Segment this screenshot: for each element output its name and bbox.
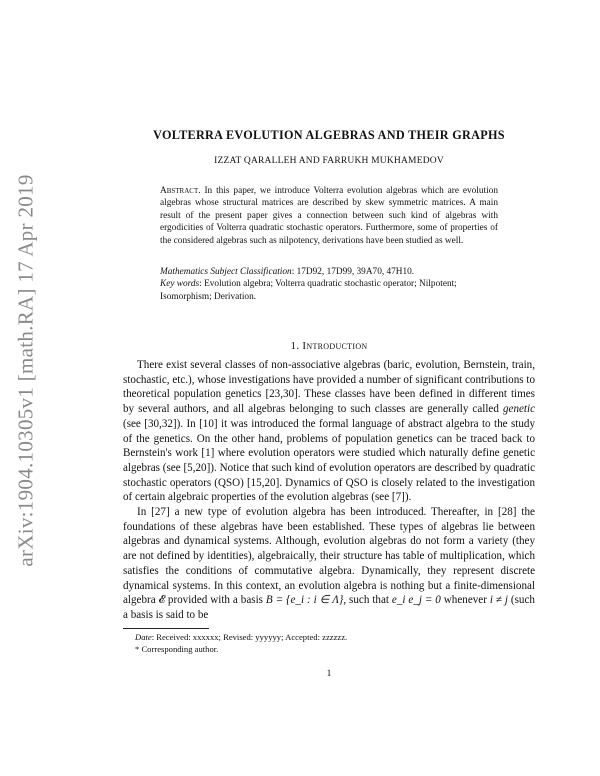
basis-formula: B = {e_i : i ∈ Λ} bbox=[265, 594, 344, 607]
msc-value: 17D92, 17D99, 39A70, 47H10. bbox=[296, 267, 415, 277]
footnotes bbox=[135, 632, 535, 655]
abstract-text: In this paper, we introduce Volterra evolution algebras which are evolution algebras whose structural matrices are described by skew symmetric matrices. A main result of the present paper gives a connection between such kind of algebras with ergodicities of Volterra quadratic stochastic operators. Furthermore, some of properties of the considered algebras such as nilpotency, derivations have been studied as well. bbox=[160, 186, 498, 246]
date-footnote: Date: Received: xxxxxx; Revised: yyyyyy; Accepted: zzzzzz. bbox=[135, 632, 348, 642]
page-number: 1 bbox=[326, 669, 332, 679]
intro-paragraph-2 bbox=[123, 505, 535, 623]
whenever-word: whenever bbox=[443, 594, 487, 607]
basis-intro: provided with a basis bbox=[167, 594, 263, 607]
intro-p2-text: In [27] a new type of evolution algebra has been introduced. Thereafter, in [28] the foundations of these algebras have been established. These types of algebras lie between algebras and dynamical systems. Although, evolution algebras do not form a variety (they are not defined by identities), algebraically, their structure has table of multiplication, which satisfies the conditions of commutative algebra. Dynamically, they represent discrete dynamical systems. In this context, an evolution algebra is nothing but a finite-dimensional algebra bbox=[123, 506, 535, 607]
intro-p2-end: (such a basis is said to be bbox=[123, 594, 535, 621]
intro-p1-part-2: (see [30,32]). In [10] it was introduced the formal language of abstract algebra to the study of the genetics. On the other hand, problems of population genetics can be traced back to Bernstein's work [1] where evolution operators were studied which naturally define genetic algebras (see [5,20]). Notice that such kind of evolution operators are described by quadratic stochastic operators (QSO) [15,20]. Dynamics of QSO is closely related to the investigation of certain algebraic properties of the evolution algebras (see [7]). bbox=[123, 417, 535, 504]
paper-title: VOLTERRA EVOLUTION ALGEBRAS AND THEIR GRAPHS bbox=[153, 128, 505, 142]
msc-line: Mathematics Subject Classification: 17D92, 17D99, 39A70, 47H10. bbox=[160, 267, 415, 277]
paper-authors: IZZAT QARALLEH AND FARRUKH MUKHAMEDOV bbox=[214, 156, 444, 166]
corresponding-footnote: * Corresponding author. bbox=[135, 643, 219, 654]
such-that: , such that bbox=[343, 594, 389, 607]
arxiv-stamp-text: arXiv:1904.10305v1 [math.RA] 17 Apr 2019 bbox=[13, 173, 38, 567]
basis-condition: e_i e_j = 0 bbox=[391, 594, 441, 607]
abstract bbox=[160, 185, 498, 247]
index-condition: i ≠ j bbox=[489, 594, 508, 607]
date-value: Received: xxxxxx; Revised: yyyyyy; Accepted: zzzzzz. bbox=[156, 632, 348, 642]
intro-paragraph-1 bbox=[123, 358, 535, 505]
intro-p1-part-1: There exist several classes of non-associative algebras (baric, evolution, Bernstein, train, stochastic, etc.), whose investigations have provided a number of significant contributions to theoretical population genetics [23,30]. These classes have been defined in different times by several authors, and all algebras belonging to such classes are generally called bbox=[123, 359, 535, 416]
keywords-label: Key words bbox=[160, 279, 200, 290]
algebra-symbol: 𝓔 bbox=[158, 594, 165, 607]
section-heading: 1. Introduction bbox=[290, 340, 368, 352]
arxiv-stamp bbox=[6, 140, 46, 600]
genetic-term: genetic bbox=[502, 403, 535, 416]
date-label: Date bbox=[135, 632, 152, 642]
abstract-label: Abstract. bbox=[160, 186, 201, 196]
keywords-line: Key words: Evolution algebra; Volterra quadratic stochastic operator; Nilpotent; Isomorphism; Derivation. bbox=[160, 279, 457, 302]
paper-metadata bbox=[160, 266, 498, 303]
section-body bbox=[123, 358, 535, 623]
footnote-rule bbox=[123, 628, 209, 629]
keywords-value: Evolution algebra; Volterra quadratic stochastic operator; Nilpotent; Isomorphism; Derivation. bbox=[160, 279, 457, 302]
msc-label: Mathematics Subject Classification bbox=[160, 267, 292, 277]
